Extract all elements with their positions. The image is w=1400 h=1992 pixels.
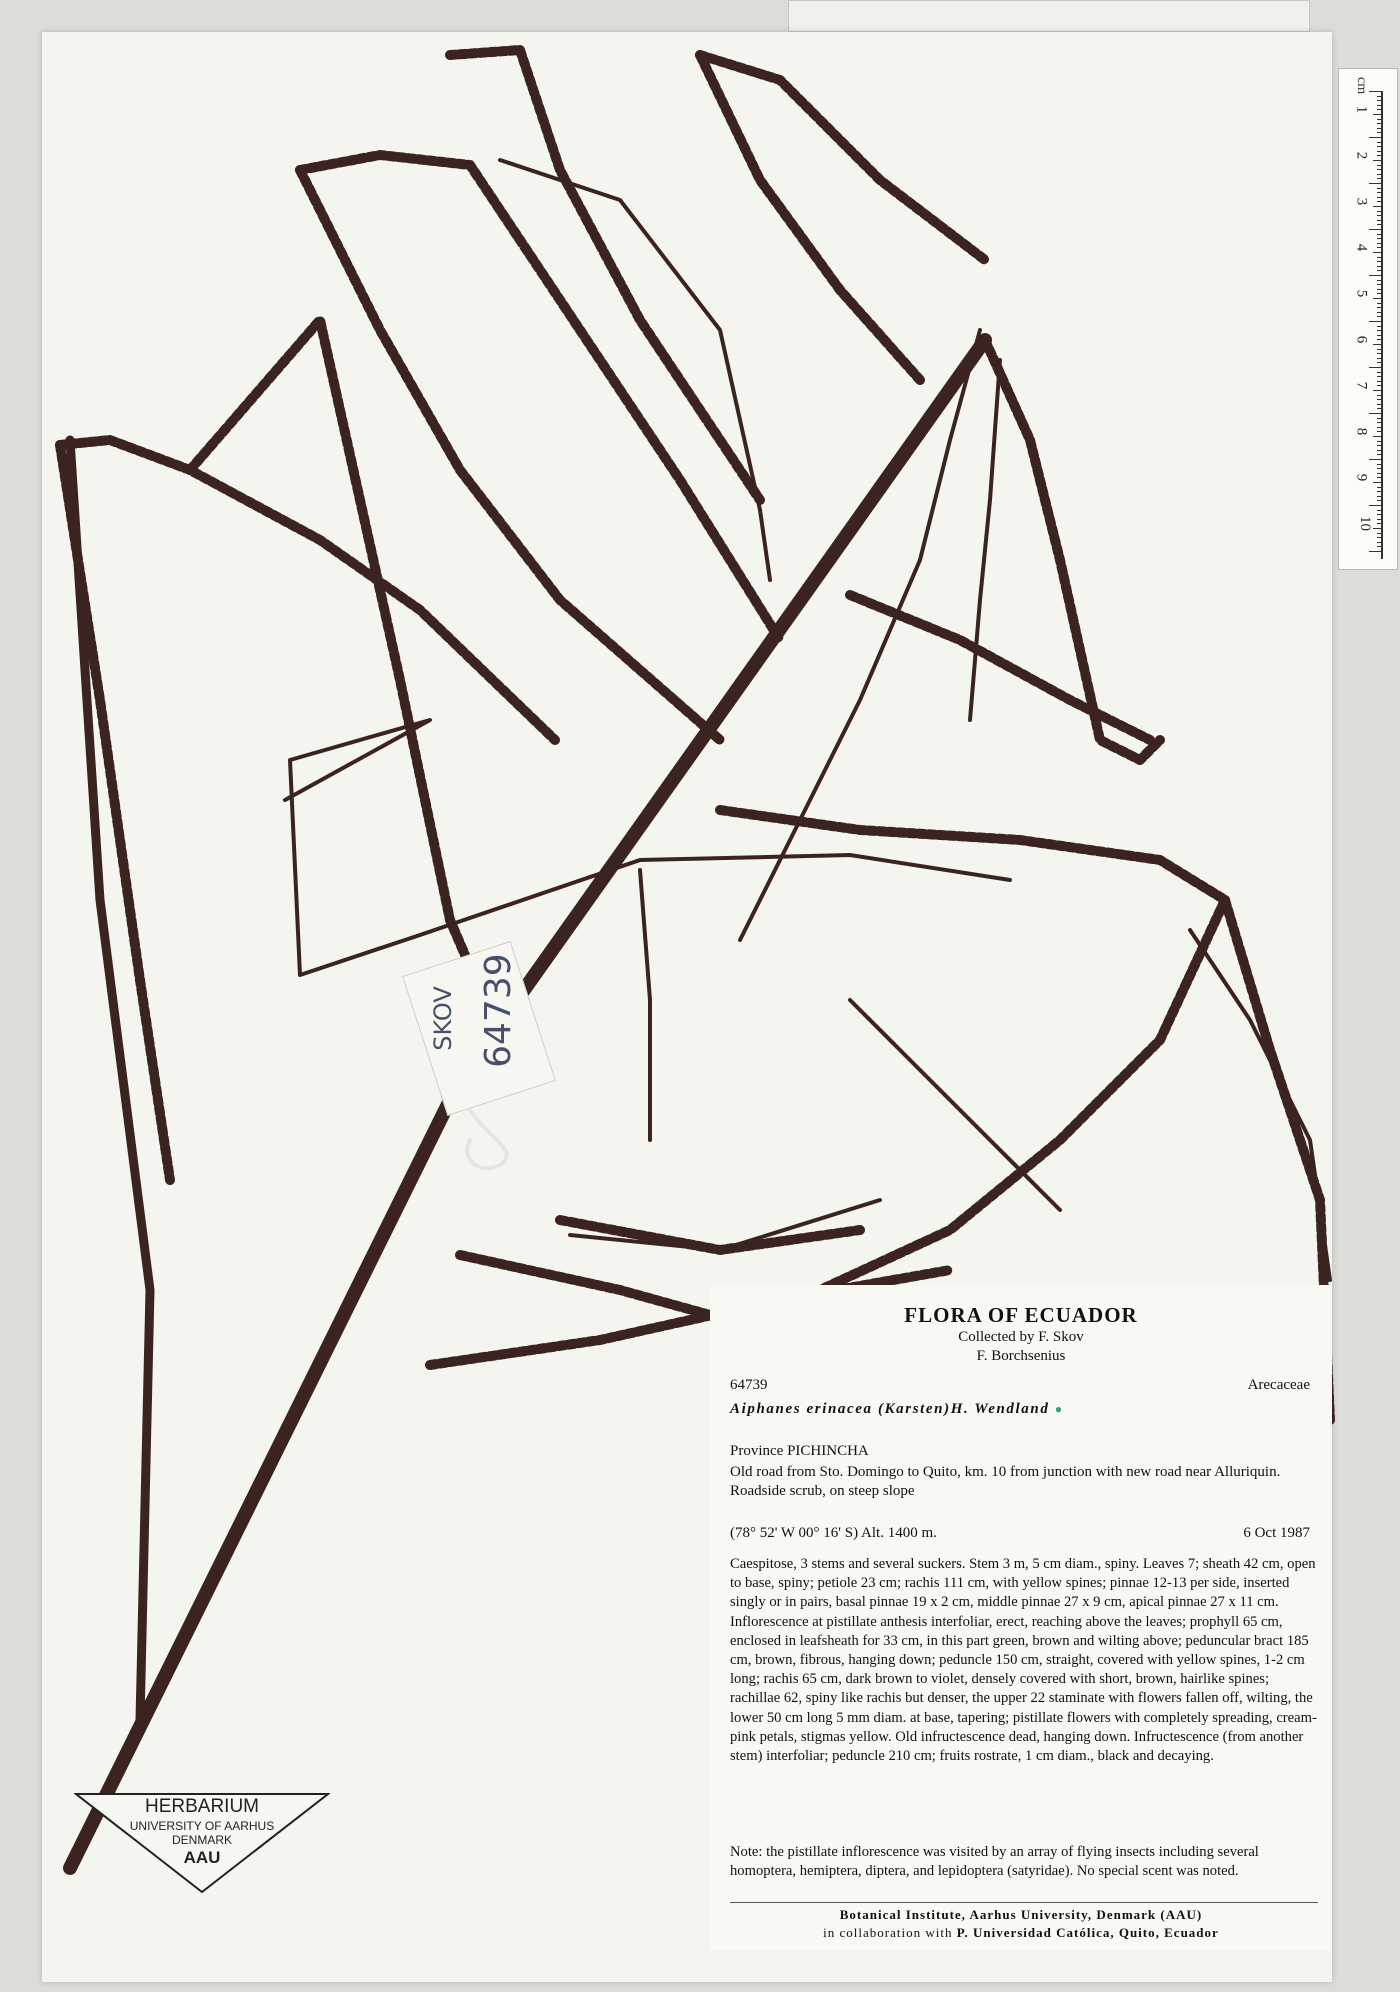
ruler-tick — [1377, 284, 1383, 285]
ruler-tick — [1369, 275, 1383, 276]
herbarium-stamp — [74, 1792, 330, 1896]
ruler-tick — [1377, 330, 1383, 331]
ruler-tick — [1377, 109, 1383, 110]
ruler-tick — [1377, 165, 1383, 166]
ruler-tick — [1377, 105, 1383, 106]
rachilla — [700, 55, 985, 260]
ruler-tick — [1377, 464, 1383, 465]
thin-branch — [285, 720, 1010, 975]
ruler-tick — [1377, 280, 1383, 281]
rachilla — [70, 440, 150, 1720]
rachilla — [820, 900, 1225, 1290]
ruler-tick — [1377, 510, 1383, 511]
ruler-number: 1 — [1353, 105, 1370, 114]
ruler-tick — [1377, 537, 1383, 538]
ruler-tick — [1377, 385, 1383, 386]
thin-branch — [570, 1200, 880, 1250]
ruler-tick — [1377, 450, 1383, 451]
ruler-tick — [1369, 505, 1383, 506]
ruler-tick — [1377, 422, 1383, 423]
ruler-tick — [1377, 477, 1383, 478]
tag-collector-name: SKOV — [428, 986, 457, 1051]
ruler-tick — [1373, 482, 1383, 483]
label-family: Arecaceae — [1247, 1377, 1310, 1393]
ruler-tick — [1377, 197, 1383, 198]
ruler-tick — [1369, 413, 1383, 414]
ruler-tick — [1377, 335, 1383, 336]
ruler-tick — [1377, 169, 1383, 170]
ruler-tick — [1377, 431, 1383, 432]
ruler-tick — [1373, 298, 1383, 299]
collaboration-prefix: in collaboration with — [823, 1925, 953, 1940]
ruler-tick — [1369, 229, 1383, 230]
ruler-number: 10 — [1357, 516, 1373, 531]
ruler-tick — [1377, 243, 1383, 244]
ruler-tick — [1377, 473, 1383, 474]
ruler-tick — [1377, 142, 1383, 143]
ruler-tick — [1377, 408, 1383, 409]
ruler-tick — [1377, 542, 1383, 543]
ruler-number: 4 — [1353, 243, 1370, 252]
ruler-tick — [1369, 137, 1383, 138]
ruler-tick — [1377, 307, 1383, 308]
label-title: FLORA OF ECUADOR — [904, 1303, 1138, 1327]
ruler-tick — [1377, 215, 1383, 216]
ruler-unit-label: cm — [1354, 77, 1369, 95]
ruler-tick — [1377, 418, 1383, 419]
ruler-tick — [1377, 238, 1383, 239]
ruler-number: 5 — [1353, 289, 1370, 298]
ruler-tick — [1369, 183, 1383, 184]
ruler-tick — [1377, 132, 1383, 133]
thin-branch — [640, 870, 650, 1140]
ruler-tick — [1369, 91, 1383, 92]
ruler-tick — [1377, 358, 1383, 359]
ruler-number: 3 — [1353, 197, 1370, 206]
ruler-tick — [1377, 519, 1383, 520]
ruler-number: 6 — [1353, 335, 1370, 344]
label-determiner: F. Borchsenius — [976, 1348, 1066, 1364]
label-locality: Old road from Sto. Domingo to Quito, km. 10 from junction with new road near Alluriquin. Roadside scrub, on steep slope — [730, 1464, 1281, 1499]
ruler-tick — [1377, 224, 1383, 225]
ruler-tick — [1377, 339, 1383, 340]
thin-branch — [970, 360, 1000, 720]
ruler-tick — [1377, 234, 1383, 235]
stamp-line: HERBARIUM — [144, 1796, 259, 1817]
ruler-tick — [1377, 487, 1383, 488]
label-institution: Botanical Institute, Aarhus University, Denmark (AAU) — [839, 1907, 1203, 1922]
ruler-tick — [1373, 252, 1383, 253]
ruler-tick — [1377, 257, 1383, 258]
species-name: Aiphanes erinacea (Karsten)H. Wendland — [730, 1401, 1050, 1417]
rachilla — [450, 50, 760, 500]
ruler-tick — [1373, 344, 1383, 345]
rachilla — [60, 440, 555, 740]
ruler-tick — [1369, 551, 1383, 552]
ruler-tick — [1377, 491, 1383, 492]
ruler-tick — [1377, 404, 1383, 405]
ruler-tick — [1377, 293, 1383, 294]
ruler-tick — [1377, 500, 1383, 501]
label-province: Province PICHINCHA — [730, 1443, 869, 1459]
ruler-tick — [1377, 349, 1383, 350]
ruler-tick — [1377, 201, 1383, 202]
ruler-tick — [1377, 146, 1383, 147]
ruler-tick — [1377, 381, 1383, 382]
rachilla — [560, 1220, 860, 1250]
ruler-tick — [1377, 445, 1383, 446]
ruler-tick — [1377, 100, 1383, 101]
ruler-tick — [1369, 367, 1383, 368]
rachilla — [190, 320, 510, 1060]
ruler-tick — [1377, 96, 1383, 97]
thin-branch — [500, 160, 770, 580]
ruler-tick — [1373, 160, 1383, 161]
green-dot-icon: ● — [1054, 1402, 1064, 1416]
ruler-number: 2 — [1353, 151, 1370, 160]
label-collaboration — [710, 1925, 1332, 1941]
collaboration-institution: P. Universidad Católica, Quito, Ecuador — [956, 1925, 1219, 1940]
label-description: Caespitose, 3 stems and several suckers. Stem 3 m, 5 cm diam., spiny. Leaves 7; sheath 42 cm, open to base, spiny; petiole 23 cm; rachis 111 cm, with yellow spines; pinnae 12-13 per side, inserted singly or in pairs, basal pinnae 19 x 2 cm, middle pinnae 27 x 9 cm, apical pinnae 27 x 11 cm. Inflorescence at pistillate anthesis interfoliar, erect, reaching above the leaves; prophyll 65 cm, enclosed in leafsheath for 33 cm, in this part green, brown and wilting above; peduncular bract 185 cm, brown, fibrous, hanging down; peduncle 150 cm, straight, covered with yellow spines, 1-2 cm long; rachis 65 cm, dark brown to violet, densely covered with short, brown, hairlike spines; rachillae 62, spiny like rachis but denser, the upper 22 staminate with flowers fallen off, wilting, the lower 50 cm long 5 mm diam. at base, tapering; pistillate flowers with completely spreading, cream-pink petals, stigmas yellow. Old infructescence dead, hanging down. Infructescence (from another stem) interfoliar; peduncle 210 cm; fruits rostrate, 1 cm diam., black and decaying. — [730, 1556, 1317, 1765]
ruler-tick — [1377, 427, 1383, 428]
ruler-tick — [1377, 533, 1383, 534]
ruler-tick — [1377, 362, 1383, 363]
stamp-line: DENMARK — [171, 1833, 232, 1847]
rachilla — [300, 170, 720, 740]
ruler-tick — [1377, 523, 1383, 524]
ruler-tick — [1377, 266, 1383, 267]
ruler-number: 7 — [1353, 381, 1370, 390]
thin-branch — [1190, 930, 1330, 1280]
ruler-tick — [1373, 206, 1383, 207]
label-date: 6 Oct 1987 — [1243, 1525, 1310, 1541]
ruler-tick — [1377, 151, 1383, 152]
ruler-number: 9 — [1353, 473, 1370, 482]
ruler-tick — [1377, 454, 1383, 455]
ruler-tick — [1377, 326, 1383, 327]
ruler-tick — [1373, 528, 1383, 529]
ruler-tick — [1377, 155, 1383, 156]
ruler-tick — [1369, 459, 1383, 460]
ruler-tick — [1377, 399, 1383, 400]
ruler-tick — [1377, 261, 1383, 262]
ruler-tick — [1377, 441, 1383, 442]
ruler-tick — [1373, 114, 1383, 115]
ruler-tick — [1377, 353, 1383, 354]
ruler-tick — [1377, 514, 1383, 515]
ruler-tick — [1377, 188, 1383, 189]
ruler-tick — [1377, 496, 1383, 497]
rachilla — [60, 445, 170, 1180]
scale-ruler — [1338, 68, 1398, 570]
label-collector: Collected by F. Skov — [958, 1329, 1084, 1345]
string-tie — [467, 1110, 506, 1168]
ruler-tick — [1377, 128, 1383, 129]
label-species — [730, 1401, 1064, 1418]
ruler-tick — [1377, 270, 1383, 271]
label-specimen-number: 64739 — [730, 1377, 768, 1393]
label-coordinates: (78° 52' W 00° 16' S) Alt. 1400 m. — [730, 1525, 937, 1541]
ruler-tick — [1377, 211, 1383, 212]
ruler-tick — [1377, 316, 1383, 317]
ruler-tick — [1377, 376, 1383, 377]
ruler-tick — [1377, 395, 1383, 396]
label-divider — [730, 1902, 1318, 1903]
ruler-tick — [1377, 372, 1383, 373]
ruler-tick — [1373, 390, 1383, 391]
ruler-tick — [1377, 119, 1383, 120]
ruler-tick — [1377, 220, 1383, 221]
ruler-tick — [1377, 247, 1383, 248]
ruler-tick — [1377, 178, 1383, 179]
ruler-tick — [1373, 436, 1383, 437]
ruler-tick — [1369, 321, 1383, 322]
stamp-line: UNIVERSITY OF AARHUS — [129, 1819, 275, 1833]
ruler-tick — [1377, 312, 1383, 313]
thin-branch — [850, 1000, 1060, 1210]
ruler-number: 8 — [1353, 427, 1370, 436]
ruler-tick — [1377, 468, 1383, 469]
ruler-tick — [1377, 192, 1383, 193]
ruler-tick — [1377, 289, 1383, 290]
tag-specimen-number: 64739 — [478, 953, 520, 1068]
ruler-tick — [1377, 546, 1383, 547]
ruler-tick — [1377, 123, 1383, 124]
collection-label — [710, 1285, 1332, 1950]
stamp-line: AAU — [183, 1848, 221, 1867]
label-note: Note: the pistillate inflorescence was visited by an array of flying insects including several homoptera, hemiptera, diptera, and lepidoptera (satyridae). No special scent was noted. — [730, 1844, 1259, 1880]
ruler-tick — [1377, 303, 1383, 304]
ruler-tick — [1377, 174, 1383, 175]
